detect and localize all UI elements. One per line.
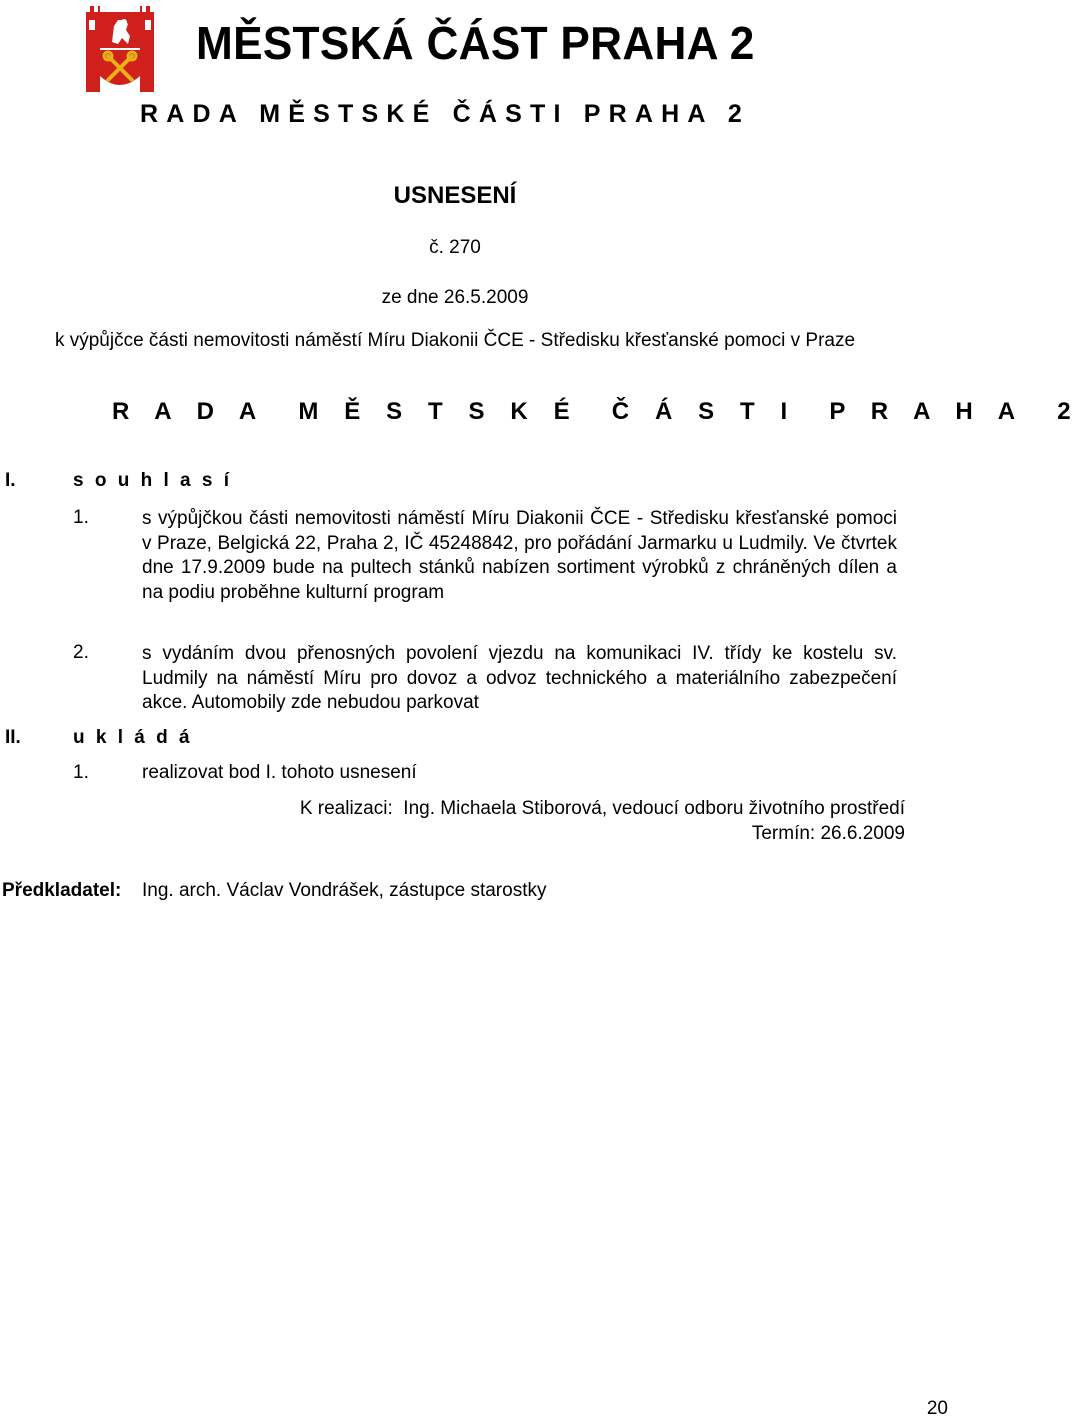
resolution-subject: k výpůjčce části nemovitosti náměstí Míru Diakonii ČCE - Středisku křesťanské pomoci v Praze: [54, 330, 856, 351]
section-number: II.: [5, 727, 21, 748]
section-verb: s o u h l a s í: [73, 470, 233, 491]
item-text: realizovat bod I. tohoto usnesení: [142, 762, 417, 783]
deadline: Termín: 26.6.2009: [751, 823, 905, 844]
item-number: 1.: [73, 507, 89, 528]
section-verb: u k l á d á: [73, 727, 193, 748]
prague-2-coat-of-arms-icon: [84, 6, 156, 94]
responsible-person: K realizaci: Ing. Michaela Stiborová, vedoucí odboru životního prostředí: [299, 798, 905, 819]
resolution-number: č. 270: [429, 237, 481, 258]
item-number: 2.: [73, 642, 89, 663]
item-text: s výpůjčkou části nemovitosti náměstí Míru Diakonii ČCE - Středisku křesťanské pomoci v Praze, Belgická 22, Praha 2, IČ 45248842, pro pořádání Jarmarku u Ludmily. Ve čtvrtek dne 17.9.2009 bude na pultech stánků nabízen sortiment výrobků z chráněných dílen a na podiu proběhne kulturní program: [142, 508, 897, 603]
municipality-title: MĚSTSKÁ ČÁST PRAHA 2: [196, 17, 755, 69]
submitter-value: Ing. arch. Václav Vondrášek, zástupce starostky: [142, 880, 547, 901]
page-number: 20: [926, 1398, 948, 1419]
submitter-label: Předkladatel:: [2, 880, 122, 901]
document-title: USNESENÍ: [393, 182, 517, 209]
item-number: 1.: [73, 762, 89, 783]
council-heading: R A D A M Ě S T S K É Č Á S T I P R A H A 2: [112, 398, 1080, 425]
section-number: I.: [5, 470, 16, 491]
item-text: s vydáním dvou přenosných povolení vjezdu na komunikaci IV. třídy ke kostelu sv. Ludmily na náměstí Míru pro dovoz a odvoz technického a materiálního zabezpečení akce. Automobily zde nebudou parkovat: [142, 643, 897, 713]
council-subtitle: RADA MĚSTSKÉ ČÁSTI PRAHA 2: [140, 100, 750, 128]
resolution-date: ze dne 26.5.2009: [381, 287, 529, 308]
